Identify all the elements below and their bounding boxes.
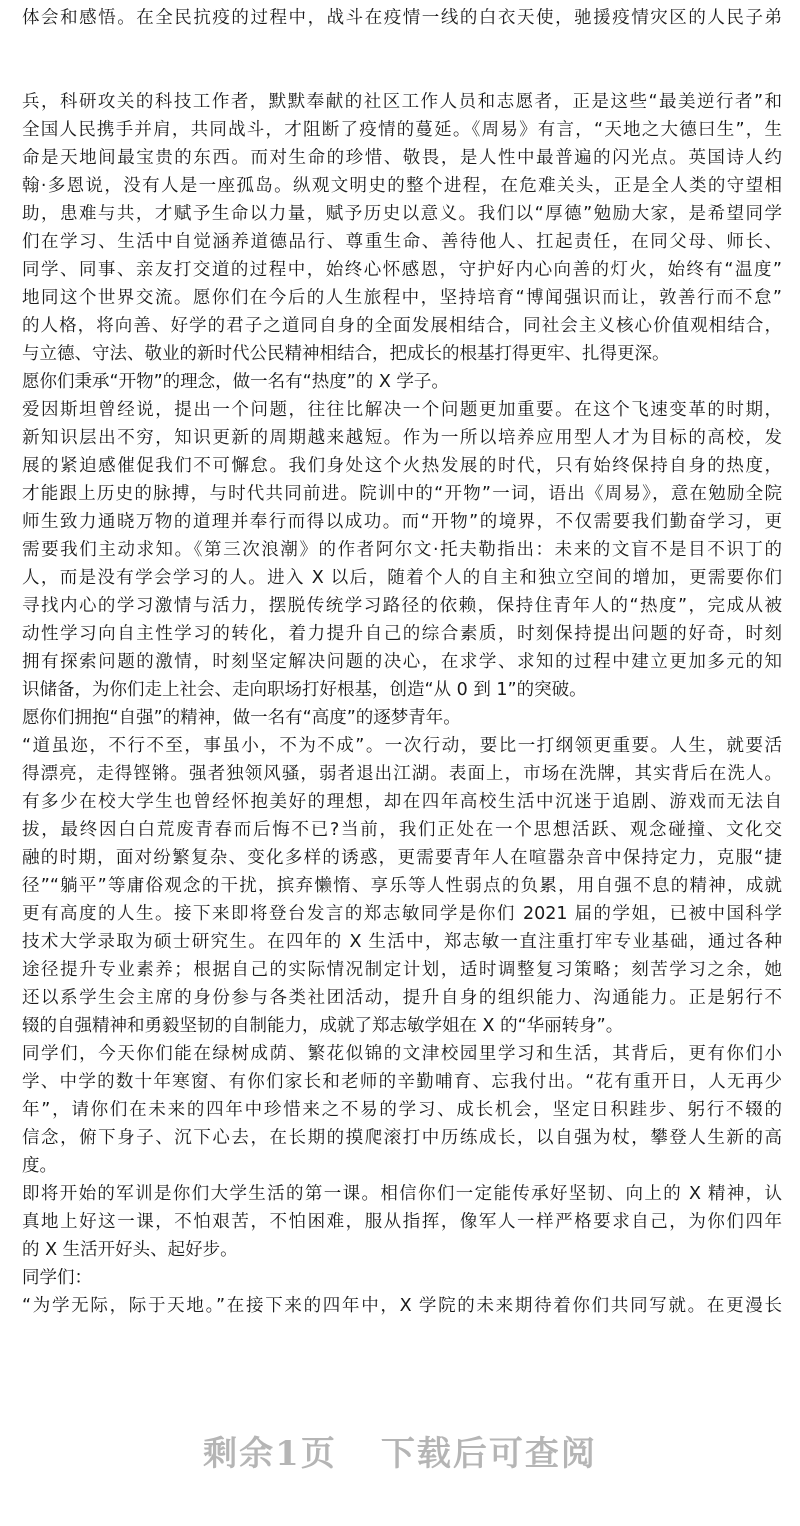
main-line: “道虽迩，不行不至，事虽小，不为不成”。一次行动，要比一打纲领更重要。人生，就要活 — [22, 736, 782, 756]
main-line: 动性学习向自主性学习的转化，着力提升自己的综合素质，时刻保持提出问题的好奇，时刻 — [22, 624, 782, 644]
main-line: 的 X 生活开好头、起好步。 — [22, 1240, 238, 1260]
main-line: 融的时期，面对纷繁复杂、变化多样的诱惑，更需要青年人在喧嚣杂音中保持定力，克服“捷 — [22, 848, 782, 868]
main-line: 同学、同事、亲友打交道的过程中，始终心怀感恩，守护好内心向善的灯火，始终有“温度” — [22, 260, 782, 280]
main-line: 拥有探索问题的激情，时刻坚定解决问题的决心，在求学、求知的过程中建立更加多元的知 — [22, 652, 782, 672]
main-line: 愿你们秉承“开物”的理念，做一名有“热度”的 X 学子。 — [22, 372, 449, 392]
main-line: 辍的自强精神和勇毅坚韧的自制能力，成就了郑志敏学姐在 X 的“华丽转身”。 — [22, 1016, 624, 1036]
main-line: 才能跟上历史的脉搏，与时代共同前进。院训中的“开物”一词，语出《周易》，意在勉励全院 — [22, 484, 782, 504]
main-line: 寻找内心的学习激情与活力，摆脱传统学习路径的依赖，保持住青年人的“热度”，完成从被 — [22, 596, 782, 616]
main-line: 全国人民携手并肩，共同战斗，才阻断了疫情的蔓延。《周易》有言，“天地之大德曰生”，生 — [22, 120, 782, 140]
main-line: 有多少在校大学生也曾经怀抱美好的理想，却在四年高校生活中沉迷于追剧、游戏而无法自 — [22, 792, 782, 812]
remaining-pages-label: 剩余1页 — [203, 1433, 337, 1474]
main-line: 助，患难与共，才赋予生命以力量，赋予历史以意义。我们以“厚德”勉励大家，是希望同学 — [22, 204, 782, 224]
download-banner[interactable] — [0, 1420, 800, 1480]
download-prompt-label: 下载后可查阅 — [380, 1433, 597, 1474]
main-line: “为学无际，际于天地。”在接下来的四年中，X 学院的未来期待着你们共同写就。在更漫长 — [22, 1296, 782, 1316]
main-line: 命是天地间最宝贵的东西。而对生命的珍惜、敬畏，是人性中最普遍的闪光点。英国诗人约 — [22, 148, 782, 168]
main-line: 径”“躺平”等庸俗观念的干扰，摈弃懒惰、享乐等人性弱点的负累，用自强不息的精神，成就 — [22, 876, 782, 896]
main-line: 得漂亮，走得铿锵。强者独领风骚，弱者退出江湖。表面上，市场在洗牌，其实背后在洗人。 — [22, 764, 782, 784]
main-line: 兵，科研攻关的科技工作者，默默奉献的社区工作人员和志愿者，正是这些“最美逆行者”和 — [22, 92, 782, 112]
main-line: 师生致力通晓万物的道理并奉行而得以成功。而“开物”的境界，不仅需要我们勤奋学习，更 — [22, 512, 782, 532]
main-line: 年”，请你们在未来的四年中珍惜来之不易的学习、成长机会，坚定日积跬步、躬行不辍的 — [22, 1100, 782, 1120]
main-line: 同学们，今天你们能在绿树成荫、繁花似锦的文津校园里学习和生活，其背后，更有你们小 — [22, 1044, 782, 1064]
main-line: 们在学习、生活中自觉涵养道德品行、尊重生命、善待他人、扛起责任，在同父母、师长、 — [22, 232, 782, 252]
main-line: 技术大学录取为硕士研究生。在四年的 X 生活中，郑志敏一直注重打牢专业基础，通过各种 — [22, 932, 782, 952]
main-line: 即将开始的军训是你们大学生活的第一课。相信你们一定能传承好坚韧、向上的 X 精神，认 — [22, 1184, 782, 1204]
page-text-block-main — [22, 88, 782, 1320]
main-line: 新知识层出不穷，知识更新的周期越来越短。作为一所以培养应用型人才为目标的高校，发 — [22, 428, 782, 448]
main-line: 地同这个世界交流。愿你们在今后的人生旅程中，坚持培育“博闻强识而让，敦善行而不怠” — [22, 288, 782, 308]
main-line: 愿你们拥抱“自强”的精神，做一名有“高度”的逐梦青年。 — [22, 708, 461, 728]
main-line: 度。 — [22, 1156, 57, 1176]
main-line: 拔，最终因白白荒废青春而后悔不已?当前，我们正处在一个思想活跃、观念碰撞、文化交 — [22, 820, 782, 840]
main-line: 的人格，将向善、好学的君子之道同自身的全面发展相结合，同社会主义核心价值观相结合， — [22, 316, 782, 336]
main-line: 更有高度的人生。接下来即将登台发言的郑志敏同学是你们 2021 届的学姐，已被中国科学 — [22, 904, 782, 924]
main-line: 需要我们主动求知。《第三次浪潮》的作者阿尔文·托夫勒指出：未来的文盲不是目不识丁的 — [22, 540, 782, 560]
top-line: 体会和感悟。在全民抗疫的过程中，战斗在疫情一线的白衣天使，驰援疫情灾区的人民子弟 — [22, 8, 782, 28]
main-line: 爱因斯坦曾经说，提出一个问题，往往比解决一个问题更加重要。在这个飞速变革的时期， — [22, 400, 782, 420]
main-line: 人，而是没有学会学习的人。进入 X 以后，随着个人的自主和独立空间的增加，更需要你们 — [22, 568, 782, 588]
main-line: 翰·多恩说，没有人是一座孤岛。纵观文明史的整个进程，在危难关头，正是全人类的守望相 — [22, 176, 782, 196]
main-line: 同学们： — [22, 1268, 92, 1288]
main-line: 与立德、守法、敬业的新时代公民精神相结合，把成长的根基打得更牢、扎得更深。 — [22, 344, 670, 364]
main-line: 途径提升专业素养；根据自己的实际情况制定计划，适时调整复习策略；刻苦学习之余，她 — [22, 960, 782, 980]
main-line: 还以系学生会主席的身份参与各类社团活动，提升自身的组织能力、沟通能力。正是躬行不 — [22, 988, 782, 1008]
main-line: 识储备，为你们走上社会、走向职场打好根基，创造“从 0 到 1”的突破。 — [22, 680, 587, 700]
main-line: 信念，俯下身子、沉下心去，在长期的摸爬滚打中历练成长，以自强为杖，攀登人生新的高 — [22, 1128, 782, 1148]
main-line: 展的紧迫感催促我们不可懈怠。我们身处这个火热发展的时代，只有始终保持自身的热度， — [22, 456, 782, 476]
main-line: 真地上好这一课，不怕艰苦，不怕困难，服从指挥，像军人一样严格要求自己，为你们四年 — [22, 1212, 782, 1232]
main-line: 学、中学的数十年寒窗、有你们家长和老师的辛勤哺育、忘我付出。“花有重开日，人无再少 — [22, 1072, 782, 1092]
page-text-block-top — [22, 4, 782, 32]
